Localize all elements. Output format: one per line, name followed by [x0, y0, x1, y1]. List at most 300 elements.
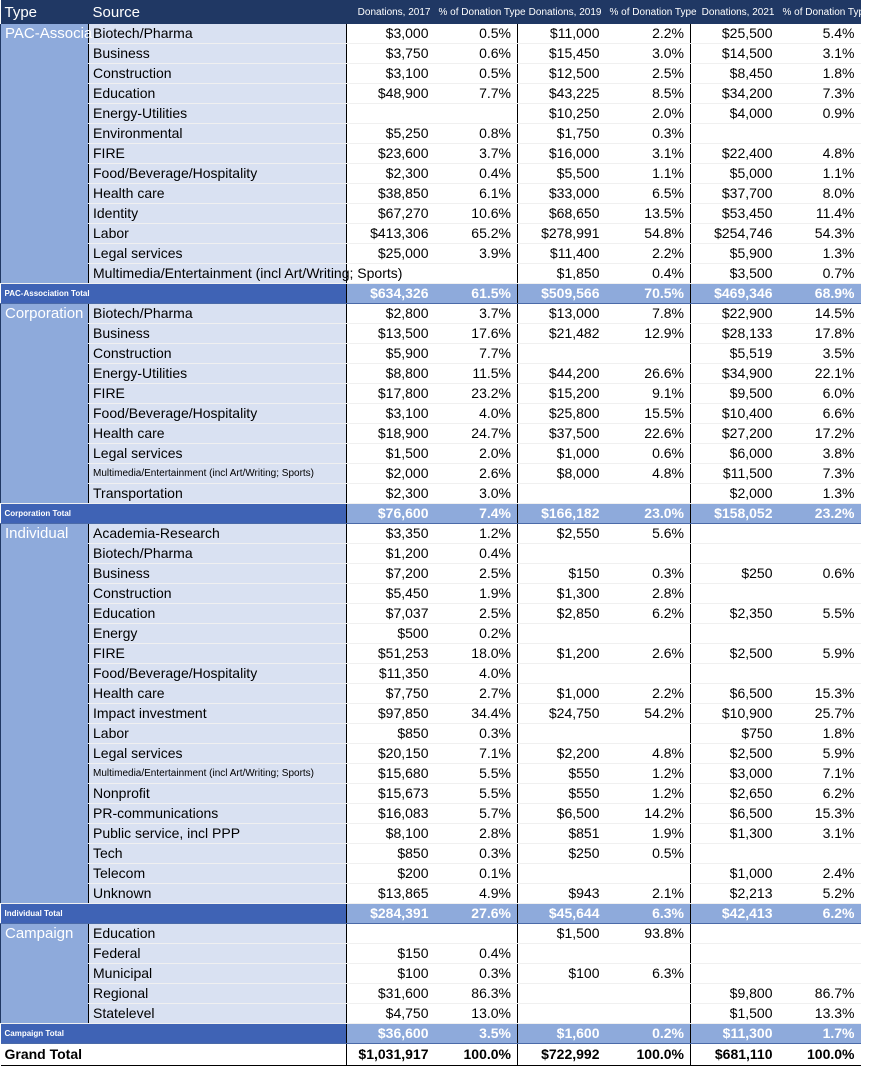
value-cell-p2021[interactable] — [779, 544, 861, 564]
value-cell-p2017[interactable]: 11.5% — [435, 364, 518, 384]
value-cell-p2021[interactable]: 5.2% — [779, 884, 861, 904]
value-cell-p2019[interactable] — [606, 624, 691, 644]
source-cell[interactable]: Education — [89, 924, 347, 944]
value-cell-d2017[interactable]: $3,750 — [347, 44, 435, 64]
value-cell-p2017[interactable] — [435, 264, 518, 284]
subtotal-p2019[interactable]: 70.5% — [606, 284, 691, 304]
value-cell-p2017[interactable]: 7.7% — [435, 84, 518, 104]
subtotal-d2021[interactable]: $158,052 — [691, 504, 779, 524]
value-cell-d2019[interactable] — [518, 984, 606, 1004]
source-cell[interactable]: Environmental — [89, 124, 347, 144]
value-cell-p2019[interactable] — [606, 864, 691, 884]
grand-total-p2017[interactable]: 100.0% — [435, 1044, 518, 1066]
value-cell-d2019[interactable]: $1,850 — [518, 264, 606, 284]
value-cell-p2019[interactable]: 13.5% — [606, 204, 691, 224]
value-cell-p2019[interactable] — [606, 544, 691, 564]
value-cell-d2019[interactable]: $278,991 — [518, 224, 606, 244]
value-cell-p2017[interactable]: 7.1% — [435, 744, 518, 764]
type-cell[interactable]: Individual — [1, 524, 89, 904]
value-cell-p2021[interactable]: 0.7% — [779, 264, 861, 284]
value-cell-d2017[interactable]: $2,300 — [347, 164, 435, 184]
value-cell-d2019[interactable]: $12,500 — [518, 64, 606, 84]
source-cell[interactable]: Legal services — [89, 244, 347, 264]
value-cell-d2019[interactable] — [518, 724, 606, 744]
source-cell[interactable]: Statelevel — [89, 1004, 347, 1024]
subtotal-d2017[interactable]: $76,600 — [347, 504, 435, 524]
value-cell-p2017[interactable]: 0.1% — [435, 864, 518, 884]
value-cell-p2017[interactable]: 5.5% — [435, 784, 518, 804]
source-cell[interactable]: Biotech/Pharma — [89, 24, 347, 44]
value-cell-d2017[interactable]: $7,750 — [347, 684, 435, 704]
source-cell[interactable]: Food/Beverage/Hospitality — [89, 664, 347, 684]
subtotal-d2017[interactable]: $284,391 — [347, 904, 435, 924]
value-cell-d2019[interactable]: $68,650 — [518, 204, 606, 224]
value-cell-d2019[interactable]: $21,482 — [518, 324, 606, 344]
value-cell-d2021[interactable]: $34,900 — [691, 364, 779, 384]
value-cell-p2019[interactable]: 0.3% — [606, 564, 691, 584]
value-cell-p2021[interactable]: 5.4% — [779, 24, 861, 44]
value-cell-d2019[interactable]: $100 — [518, 964, 606, 984]
value-cell-d2021[interactable]: $1,000 — [691, 864, 779, 884]
value-cell-p2021[interactable] — [779, 664, 861, 684]
value-cell-p2017[interactable]: 1.9% — [435, 584, 518, 604]
value-cell-d2019[interactable]: $6,500 — [518, 804, 606, 824]
value-cell-d2017[interactable]: $38,850 — [347, 184, 435, 204]
value-cell-d2021[interactable]: $2,000 — [691, 484, 779, 504]
value-cell-p2019[interactable]: 6.3% — [606, 964, 691, 984]
value-cell-p2021[interactable]: 1.3% — [779, 484, 861, 504]
value-cell-p2019[interactable]: 2.2% — [606, 684, 691, 704]
value-cell-p2017[interactable]: 2.8% — [435, 824, 518, 844]
value-cell-d2019[interactable]: $2,200 — [518, 744, 606, 764]
value-cell-p2017[interactable]: 10.6% — [435, 204, 518, 224]
value-cell-p2021[interactable] — [779, 844, 861, 864]
source-cell[interactable]: Business — [89, 44, 347, 64]
source-cell[interactable]: Academia-Research — [89, 524, 347, 544]
subtotal-d2019[interactable]: $45,644 — [518, 904, 606, 924]
source-cell[interactable]: Multimedia/Entertainment (incl Art/Writing; Sports) — [89, 264, 347, 284]
subtotal-p2017[interactable]: 27.6% — [435, 904, 518, 924]
value-cell-p2017[interactable]: 23.2% — [435, 384, 518, 404]
value-cell-d2017[interactable]: $13,865 — [347, 884, 435, 904]
value-cell-p2019[interactable]: 14.2% — [606, 804, 691, 824]
header-donations-2021[interactable]: Donations, 2021 — [691, 0, 779, 24]
value-cell-p2017[interactable]: 0.8% — [435, 124, 518, 144]
value-cell-d2021[interactable]: $28,133 — [691, 324, 779, 344]
value-cell-d2017[interactable]: $8,800 — [347, 364, 435, 384]
value-cell-d2021[interactable]: $53,450 — [691, 204, 779, 224]
subtotal-label[interactable]: PAC-Association Total — [1, 284, 89, 304]
value-cell-d2017[interactable]: $7,037 — [347, 604, 435, 624]
value-cell-d2017[interactable]: $200 — [347, 864, 435, 884]
value-cell-p2017[interactable]: 5.5% — [435, 764, 518, 784]
value-cell-d2017[interactable]: $15,680 — [347, 764, 435, 784]
source-cell[interactable]: PR-communications — [89, 804, 347, 824]
value-cell-p2021[interactable] — [779, 524, 861, 544]
value-cell-p2017[interactable]: 5.7% — [435, 804, 518, 824]
value-cell-d2019[interactable]: $24,750 — [518, 704, 606, 724]
value-cell-p2021[interactable]: 11.4% — [779, 204, 861, 224]
value-cell-d2019[interactable]: $250 — [518, 844, 606, 864]
source-cell[interactable]: Impact investment — [89, 704, 347, 724]
value-cell-p2019[interactable]: 4.8% — [606, 464, 691, 484]
value-cell-d2017[interactable] — [347, 104, 435, 124]
value-cell-p2017[interactable]: 65.2% — [435, 224, 518, 244]
value-cell-d2017[interactable]: $1,200 — [347, 544, 435, 564]
value-cell-p2019[interactable]: 26.6% — [606, 364, 691, 384]
source-cell[interactable]: Biotech/Pharma — [89, 304, 347, 324]
value-cell-d2021[interactable] — [691, 664, 779, 684]
value-cell-d2019[interactable]: $11,400 — [518, 244, 606, 264]
value-cell-p2017[interactable]: 0.4% — [435, 944, 518, 964]
value-cell-d2021[interactable]: $22,400 — [691, 144, 779, 164]
value-cell-p2017[interactable]: 17.6% — [435, 324, 518, 344]
value-cell-d2017[interactable]: $3,100 — [347, 64, 435, 84]
value-cell-p2019[interactable]: 9.1% — [606, 384, 691, 404]
value-cell-d2017[interactable]: $3,100 — [347, 404, 435, 424]
value-cell-p2017[interactable]: 4.0% — [435, 664, 518, 684]
value-cell-p2017[interactable]: 18.0% — [435, 644, 518, 664]
type-cell[interactable]: PAC-Associa — [1, 24, 89, 284]
source-cell[interactable]: Unknown — [89, 884, 347, 904]
value-cell-p2019[interactable] — [606, 484, 691, 504]
value-cell-p2017[interactable] — [435, 924, 518, 944]
value-cell-d2021[interactable]: $27,200 — [691, 424, 779, 444]
value-cell-p2021[interactable] — [779, 124, 861, 144]
value-cell-d2017[interactable]: $5,450 — [347, 584, 435, 604]
value-cell-d2019[interactable]: $2,550 — [518, 524, 606, 544]
value-cell-p2019[interactable]: 12.9% — [606, 324, 691, 344]
value-cell-d2017[interactable]: $8,100 — [347, 824, 435, 844]
source-cell[interactable]: Telecom — [89, 864, 347, 884]
value-cell-d2021[interactable]: $2,213 — [691, 884, 779, 904]
value-cell-d2019[interactable]: $1,750 — [518, 124, 606, 144]
value-cell-p2021[interactable]: 22.1% — [779, 364, 861, 384]
source-cell[interactable]: Food/Beverage/Hospitality — [89, 404, 347, 424]
value-cell-d2021[interactable]: $2,650 — [691, 784, 779, 804]
value-cell-p2017[interactable]: 3.0% — [435, 484, 518, 504]
value-cell-p2017[interactable]: 0.3% — [435, 964, 518, 984]
subtotal-p2021[interactable]: 68.9% — [779, 284, 861, 304]
value-cell-p2017[interactable]: 34.4% — [435, 704, 518, 724]
source-cell[interactable]: Health care — [89, 424, 347, 444]
value-cell-p2019[interactable]: 22.6% — [606, 424, 691, 444]
value-cell-p2017[interactable]: 3.9% — [435, 244, 518, 264]
subtotal-source-blank[interactable] — [89, 904, 347, 924]
subtotal-label[interactable]: Individual Total — [1, 904, 89, 924]
value-cell-d2021[interactable] — [691, 964, 779, 984]
value-cell-p2021[interactable] — [779, 964, 861, 984]
value-cell-d2021[interactable]: $1,500 — [691, 1004, 779, 1024]
value-cell-p2019[interactable] — [606, 944, 691, 964]
value-cell-p2019[interactable]: 0.5% — [606, 844, 691, 864]
source-cell[interactable]: Legal services — [89, 444, 347, 464]
value-cell-d2017[interactable]: $5,900 — [347, 344, 435, 364]
value-cell-p2019[interactable]: 2.0% — [606, 104, 691, 124]
value-cell-d2017[interactable]: $850 — [347, 724, 435, 744]
value-cell-d2021[interactable]: $2,500 — [691, 644, 779, 664]
source-cell[interactable]: Legal services — [89, 744, 347, 764]
value-cell-d2017[interactable]: $18,900 — [347, 424, 435, 444]
value-cell-p2021[interactable]: 15.3% — [779, 804, 861, 824]
value-cell-d2021[interactable]: $750 — [691, 724, 779, 744]
source-cell[interactable]: Biotech/Pharma — [89, 544, 347, 564]
value-cell-p2021[interactable]: 6.0% — [779, 384, 861, 404]
value-cell-p2021[interactable]: 0.6% — [779, 564, 861, 584]
subtotal-source-blank[interactable] — [89, 504, 347, 524]
value-cell-d2021[interactable]: $9,500 — [691, 384, 779, 404]
value-cell-p2017[interactable]: 86.3% — [435, 984, 518, 1004]
value-cell-p2017[interactable] — [435, 104, 518, 124]
source-cell[interactable]: Energy-Utilities — [89, 364, 347, 384]
subtotal-d2019[interactable]: $166,182 — [518, 504, 606, 524]
value-cell-d2021[interactable] — [691, 624, 779, 644]
source-cell[interactable]: Energy — [89, 624, 347, 644]
value-cell-d2021[interactable]: $2,350 — [691, 604, 779, 624]
value-cell-p2017[interactable]: 0.4% — [435, 164, 518, 184]
value-cell-d2019[interactable]: $15,200 — [518, 384, 606, 404]
source-cell[interactable]: Regional — [89, 984, 347, 1004]
value-cell-d2017[interactable]: $23,600 — [347, 144, 435, 164]
value-cell-d2019[interactable]: $550 — [518, 764, 606, 784]
value-cell-p2021[interactable]: 25.7% — [779, 704, 861, 724]
value-cell-p2021[interactable]: 2.4% — [779, 864, 861, 884]
value-cell-p2017[interactable]: 2.0% — [435, 444, 518, 464]
value-cell-p2021[interactable]: 17.8% — [779, 324, 861, 344]
value-cell-p2019[interactable] — [606, 1004, 691, 1024]
header-pct-2017[interactable]: % of Donation Type — [435, 0, 518, 24]
subtotal-p2017[interactable]: 61.5% — [435, 284, 518, 304]
value-cell-d2017[interactable]: $25,000 — [347, 244, 435, 264]
value-cell-p2017[interactable]: 0.3% — [435, 724, 518, 744]
value-cell-p2019[interactable]: 1.1% — [606, 164, 691, 184]
value-cell-d2019[interactable]: $1,000 — [518, 684, 606, 704]
value-cell-p2017[interactable]: 2.5% — [435, 564, 518, 584]
value-cell-d2019[interactable]: $1,000 — [518, 444, 606, 464]
source-cell[interactable]: Municipal — [89, 964, 347, 984]
value-cell-p2019[interactable]: 7.8% — [606, 304, 691, 324]
source-cell[interactable]: Business — [89, 324, 347, 344]
subtotal-source-blank[interactable] — [89, 1024, 347, 1044]
value-cell-p2021[interactable]: 1.3% — [779, 244, 861, 264]
value-cell-d2019[interactable]: $15,450 — [518, 44, 606, 64]
value-cell-d2017[interactable]: $16,083 — [347, 804, 435, 824]
value-cell-d2017[interactable]: $3,350 — [347, 524, 435, 544]
value-cell-p2019[interactable]: 6.5% — [606, 184, 691, 204]
value-cell-d2017[interactable]: $11,350 — [347, 664, 435, 684]
value-cell-d2017[interactable]: $51,253 — [347, 644, 435, 664]
value-cell-d2017[interactable]: $15,673 — [347, 784, 435, 804]
grand-total-d2019[interactable]: $722,992 — [518, 1044, 606, 1066]
value-cell-d2021[interactable] — [691, 584, 779, 604]
value-cell-p2021[interactable]: 5.9% — [779, 744, 861, 764]
value-cell-p2019[interactable]: 15.5% — [606, 404, 691, 424]
value-cell-d2021[interactable]: $4,000 — [691, 104, 779, 124]
value-cell-d2019[interactable] — [518, 544, 606, 564]
value-cell-p2021[interactable] — [779, 924, 861, 944]
value-cell-d2021[interactable] — [691, 124, 779, 144]
value-cell-p2019[interactable]: 2.8% — [606, 584, 691, 604]
value-cell-d2017[interactable]: $20,150 — [347, 744, 435, 764]
value-cell-p2021[interactable] — [779, 584, 861, 604]
source-cell[interactable]: Multimedia/Entertainment (incl Art/Writing; Sports) — [89, 464, 347, 484]
header-pct-2019[interactable]: % of Donation Type — [606, 0, 691, 24]
value-cell-p2019[interactable] — [606, 984, 691, 1004]
value-cell-p2021[interactable]: 8.0% — [779, 184, 861, 204]
value-cell-p2021[interactable]: 6.6% — [779, 404, 861, 424]
value-cell-d2017[interactable]: $2,300 — [347, 484, 435, 504]
subtotal-d2017[interactable]: $634,326 — [347, 284, 435, 304]
subtotal-d2021[interactable]: $42,413 — [691, 904, 779, 924]
source-cell[interactable]: FIRE — [89, 384, 347, 404]
value-cell-p2021[interactable]: 15.3% — [779, 684, 861, 704]
value-cell-d2021[interactable]: $250 — [691, 564, 779, 584]
value-cell-d2021[interactable]: $25,500 — [691, 24, 779, 44]
value-cell-d2019[interactable]: $43,225 — [518, 84, 606, 104]
type-cell[interactable]: Campaign — [1, 924, 89, 1024]
value-cell-p2021[interactable]: 14.5% — [779, 304, 861, 324]
value-cell-p2021[interactable]: 5.5% — [779, 604, 861, 624]
value-cell-d2021[interactable]: $22,900 — [691, 304, 779, 324]
value-cell-p2021[interactable]: 5.9% — [779, 644, 861, 664]
grand-total-p2019[interactable]: 100.0% — [606, 1044, 691, 1066]
value-cell-p2019[interactable]: 93.8% — [606, 924, 691, 944]
subtotal-label[interactable]: Campaign Total — [1, 1024, 89, 1044]
value-cell-d2017[interactable] — [347, 924, 435, 944]
value-cell-d2019[interactable]: $2,850 — [518, 604, 606, 624]
value-cell-p2021[interactable]: 7.1% — [779, 764, 861, 784]
source-cell[interactable]: Multimedia/Entertainment (incl Art/Writing; Sports) — [89, 764, 347, 784]
value-cell-d2017[interactable]: $150 — [347, 944, 435, 964]
value-cell-p2021[interactable]: 1.1% — [779, 164, 861, 184]
value-cell-p2021[interactable]: 1.8% — [779, 724, 861, 744]
value-cell-d2019[interactable]: $44,200 — [518, 364, 606, 384]
value-cell-p2019[interactable]: 1.2% — [606, 764, 691, 784]
value-cell-p2021[interactable]: 4.8% — [779, 144, 861, 164]
value-cell-p2021[interactable]: 3.1% — [779, 44, 861, 64]
source-cell[interactable]: Transportation — [89, 484, 347, 504]
value-cell-p2021[interactable]: 3.1% — [779, 824, 861, 844]
value-cell-d2021[interactable]: $5,000 — [691, 164, 779, 184]
value-cell-p2017[interactable]: 0.3% — [435, 844, 518, 864]
value-cell-p2019[interactable]: 2.6% — [606, 644, 691, 664]
source-cell[interactable]: Health care — [89, 684, 347, 704]
value-cell-p2017[interactable]: 6.1% — [435, 184, 518, 204]
source-cell[interactable]: Health care — [89, 184, 347, 204]
value-cell-d2021[interactable]: $34,200 — [691, 84, 779, 104]
value-cell-p2019[interactable]: 2.2% — [606, 244, 691, 264]
value-cell-p2021[interactable] — [779, 624, 861, 644]
value-cell-p2017[interactable]: 4.0% — [435, 404, 518, 424]
header-donations-2019[interactable]: Donations, 2019 — [518, 0, 606, 24]
value-cell-d2017[interactable]: $500 — [347, 624, 435, 644]
subtotal-d2017[interactable]: $36,600 — [347, 1024, 435, 1044]
value-cell-d2021[interactable]: $6,500 — [691, 684, 779, 704]
value-cell-d2021[interactable]: $3,500 — [691, 264, 779, 284]
grand-total-d2021[interactable]: $681,110 — [691, 1044, 779, 1066]
value-cell-d2019[interactable]: $1,200 — [518, 644, 606, 664]
value-cell-p2021[interactable]: 13.3% — [779, 1004, 861, 1024]
value-cell-d2021[interactable] — [691, 524, 779, 544]
value-cell-d2017[interactable]: $67,270 — [347, 204, 435, 224]
value-cell-p2019[interactable]: 54.8% — [606, 224, 691, 244]
value-cell-p2019[interactable]: 2.1% — [606, 884, 691, 904]
value-cell-p2017[interactable]: 7.7% — [435, 344, 518, 364]
subtotal-p2021[interactable]: 1.7% — [779, 1024, 861, 1044]
subtotal-source-blank[interactable] — [89, 284, 347, 304]
value-cell-p2021[interactable]: 3.8% — [779, 444, 861, 464]
value-cell-p2019[interactable]: 3.0% — [606, 44, 691, 64]
value-cell-d2017[interactable]: $2,800 — [347, 304, 435, 324]
value-cell-p2021[interactable]: 86.7% — [779, 984, 861, 1004]
value-cell-d2019[interactable]: $8,000 — [518, 464, 606, 484]
value-cell-d2019[interactable] — [518, 484, 606, 504]
value-cell-p2019[interactable]: 2.5% — [606, 64, 691, 84]
value-cell-d2017[interactable]: $48,900 — [347, 84, 435, 104]
value-cell-d2017[interactable]: $5,250 — [347, 124, 435, 144]
value-cell-p2017[interactable]: 0.5% — [435, 24, 518, 44]
source-cell[interactable]: Food/Beverage/Hospitality — [89, 164, 347, 184]
header-source[interactable]: Source — [89, 0, 347, 24]
value-cell-d2017[interactable]: $31,600 — [347, 984, 435, 1004]
subtotal-d2019[interactable]: $509,566 — [518, 284, 606, 304]
value-cell-p2019[interactable]: 0.6% — [606, 444, 691, 464]
value-cell-p2019[interactable]: 1.2% — [606, 784, 691, 804]
source-cell[interactable]: Public service, incl PPP — [89, 824, 347, 844]
subtotal-p2019[interactable]: 0.2% — [606, 1024, 691, 1044]
value-cell-d2019[interactable] — [518, 864, 606, 884]
value-cell-p2021[interactable]: 1.8% — [779, 64, 861, 84]
value-cell-d2019[interactable]: $33,000 — [518, 184, 606, 204]
header-type[interactable]: Type — [1, 0, 89, 24]
value-cell-d2021[interactable]: $2,500 — [691, 744, 779, 764]
value-cell-d2021[interactable] — [691, 924, 779, 944]
value-cell-p2017[interactable]: 0.4% — [435, 544, 518, 564]
subtotal-p2019[interactable]: 23.0% — [606, 504, 691, 524]
subtotal-d2019[interactable]: $1,600 — [518, 1024, 606, 1044]
value-cell-p2021[interactable]: 3.5% — [779, 344, 861, 364]
subtotal-d2021[interactable]: $11,300 — [691, 1024, 779, 1044]
source-cell[interactable]: Energy-Utilities — [89, 104, 347, 124]
value-cell-d2021[interactable]: $6,000 — [691, 444, 779, 464]
value-cell-d2019[interactable] — [518, 344, 606, 364]
value-cell-d2021[interactable]: $5,519 — [691, 344, 779, 364]
value-cell-d2021[interactable]: $5,900 — [691, 244, 779, 264]
value-cell-p2019[interactable] — [606, 344, 691, 364]
value-cell-p2017[interactable]: 3.7% — [435, 144, 518, 164]
value-cell-p2017[interactable]: 1.2% — [435, 524, 518, 544]
source-cell[interactable]: Labor — [89, 224, 347, 244]
source-cell[interactable]: Federal — [89, 944, 347, 964]
value-cell-p2019[interactable]: 6.2% — [606, 604, 691, 624]
value-cell-d2021[interactable]: $14,500 — [691, 44, 779, 64]
value-cell-p2017[interactable]: 4.9% — [435, 884, 518, 904]
value-cell-d2021[interactable]: $3,000 — [691, 764, 779, 784]
subtotal-p2017[interactable]: 3.5% — [435, 1024, 518, 1044]
type-cell[interactable]: Corporation — [1, 304, 89, 504]
grand-total-p2021[interactable]: 100.0% — [779, 1044, 861, 1066]
value-cell-d2019[interactable]: $25,800 — [518, 404, 606, 424]
value-cell-d2021[interactable]: $10,900 — [691, 704, 779, 724]
value-cell-p2019[interactable]: 2.2% — [606, 24, 691, 44]
value-cell-d2021[interactable]: $1,300 — [691, 824, 779, 844]
value-cell-d2019[interactable] — [518, 1004, 606, 1024]
value-cell-d2021[interactable]: $254,746 — [691, 224, 779, 244]
value-cell-d2017[interactable]: $3,000 — [347, 24, 435, 44]
value-cell-p2019[interactable]: 0.4% — [606, 264, 691, 284]
value-cell-p2017[interactable]: 3.7% — [435, 304, 518, 324]
value-cell-d2021[interactable] — [691, 944, 779, 964]
